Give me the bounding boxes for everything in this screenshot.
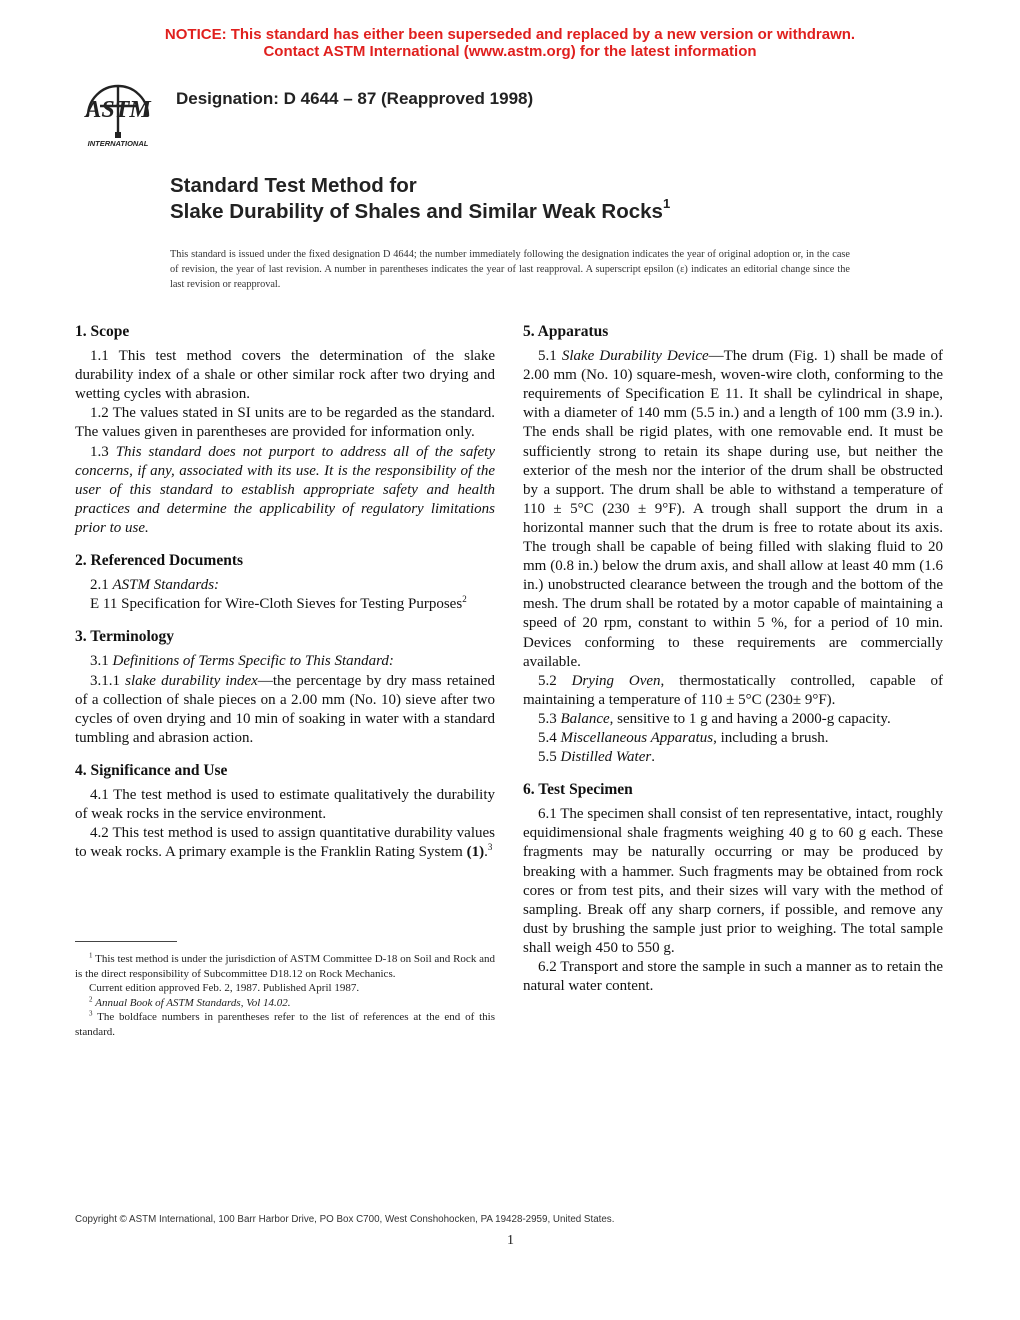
copyright-notice: Copyright © ASTM International, 100 Barr Harbor Drive, PO Box C700, West Conshohocken, PA 19428-2959, United States. <box>75 1214 615 1225</box>
section-heading: 1. Scope <box>75 323 130 340</box>
paragraph-4-1: 4.1 The test method is used to estimate qualitatively the durability of weak rocks in the service environment. <box>75 786 495 823</box>
paragraph-5-2: 5.2 Drying Oven, thermostatically controlled, capable of maintaining a temperature of 110 ± 5°C (230± 9°F). <box>523 672 943 708</box>
section-heading: 4. Significance and Use <box>75 761 228 779</box>
footnote-1: $^1$ This test method is under the jurisdiction of ASTM Committee D-18 on Soil and Rock and is the direct responsibility of Subcommittee D18.12 on Rock Mechanics. <box>75 951 495 980</box>
title-line-1: Standard Test Method for <box>170 174 417 197</box>
intro-paragraph: This standard is issued under the fixed designation D 4644; the number immediately following the designation indicates the year of original adoption or, in the case of revision, the year of last revision. A number in parentheses indicates the year of last reapproval. A superscript epsilon (ε) indicates an editorial change since the last revision or reapproval. <box>170 249 850 290</box>
footnote-ref-3: 3 <box>487 842 493 853</box>
page-number: 1 <box>507 1233 514 1248</box>
section-heading: 2. Referenced Documents <box>75 552 244 570</box>
paragraph-6-2: 6.2 Transport and store the sample in such a manner as to retain the natural water content. <box>523 959 943 995</box>
footnote-rule <box>75 941 177 942</box>
document-title <box>170 173 670 225</box>
section-referenced-documents <box>75 551 495 614</box>
footnote-ref-2: 2 <box>462 594 467 605</box>
section-significance <box>75 761 495 862</box>
withdrawal-notice <box>0 26 1020 60</box>
section-apparatus <box>523 322 943 767</box>
footnotes <box>75 941 495 1040</box>
left-column <box>75 322 495 875</box>
paragraph-1-1: 1.1 This test method covers the determination of the slake durability index of a shale or other similar rock after two drying and wetting cycles with abrasion. <box>75 348 495 403</box>
paragraph-1-2: 1.2 The values stated in SI units are to be regarded as the standard. The values given in parentheses are provided for information only. <box>75 405 495 441</box>
paragraph-5-3: 5.3 Balance, sensitive to 1 g and having a 2000-g capacity. <box>538 710 891 727</box>
logo-text: ASTM <box>85 97 151 123</box>
reference-e11: E 11 Specification for Wire-Cloth Sieves for Testing Purposes$^2$ <box>90 594 467 613</box>
paragraph-5-1: 5.1 Slake Durability Device—The drum (Fig. 1) shall be made of 2.00 mm (No. 10) square-mesh, woven-wire cloth, conforming to the requirements of Specification E 11. It shall be cylindrical in shape, with a diameter of 140 mm (5.5 in.) and a length of 100 mm (3.9 in.). The ends shall be rigid plates, with one removable end. It must be sufficiently strong to retain its shape during use, but neither the exterior of the mesh nor the interior of the drum shall be obstructed by a support. The drum shall be able to withstand a temperature of 110 ± 5°C (230 ± 9°F). A trough shall support the drum in a horizontal manner such that the drum is free to rotate about its axis. The trough shall be capable of being filled with slaking fluid to 20 mm (0.8 in.) below the drum axis, and shall allow at least 40 mm (1.6 in.) unobstructed clearance between the trough and the bottom of the mesh. The drum shall be rotated by a motor capable of maintaining a speed of 20 rpm, constant to within 5 %, for a period of 10 min. Devices conforming to these requirements are commercially available. <box>523 348 943 670</box>
title-line-2: Slake Durability of Shales and Similar Weak Rocks$^1$ <box>170 196 671 223</box>
section-test-specimen <box>523 780 943 996</box>
paragraph-6-1: 6.1 The specimen shall consist of ten representative, intact, roughly equidimensional shale fragments weighing 40 g to 60 g each. These fragments may be naturally occurring or may be produced by breaking with a hammer. Such fragments may be obtained from rock cores or from test pits, and their sizes will vary with the method of sampling. Break off any sharp corners, if possible, and remove any dust by brushing the sample just prior to weighing. The total sample shall weigh 450 to 550 g. <box>523 806 943 956</box>
paragraph-2-1: 2.1 ASTM Standards: <box>90 577 220 594</box>
footnote-3: $^3$ The boldface numbers in parentheses refer to the list of references at the end of this standard. <box>75 1009 495 1038</box>
paragraph-5-5: 5.5 Distilled Water. <box>538 749 655 766</box>
section-heading: 3. Terminology <box>75 628 175 646</box>
designation: Designation: D 4644 – 87 (Reapproved 1998) <box>176 89 534 108</box>
footnote-2: $^2$ Annual Book of ASTM Standards, Vol 14.02. <box>89 995 291 1009</box>
notice-line-2: Contact ASTM International (www.astm.org) for the latest information <box>263 43 757 60</box>
paragraph-3-1-1: 3.1.1 slake durability index—the percentage by dry mass retained of a collection of shale pieces on a 2.00 mm (No. 10) sieve after two cycles of oven drying and 10 min of soaking in water with a standard tumbling and abrasion action. <box>75 672 496 746</box>
title-footnote-ref: 1 <box>662 196 671 212</box>
paragraph-4-2: 4.2 This test method is used to assign quantitative durability values to weak rocks. A primary example is the Franklin Rating System (1).$^3$ <box>75 825 495 861</box>
section-terminology <box>75 627 495 748</box>
right-column <box>523 322 943 1009</box>
logo-subtext: INTERNATIONAL <box>87 139 149 148</box>
paragraph-1-3: 1.3 This standard does not purport to address all of the safety concerns, if any, associated with its use. It is the responsibility of the user of this standard to establish appropriate safety and health practices and determine the applicability of regulatory limitations prior to use. <box>75 443 496 536</box>
section-heading: 6. Test Specimen <box>523 781 633 799</box>
astm-logo <box>74 76 162 150</box>
notice-line-1: NOTICE: This standard has either been superseded and replaced by a new version or withdrawn. <box>164 26 856 43</box>
footnote-1-edition: Current edition approved Feb. 2, 1987. Published April 1987. <box>89 982 360 995</box>
section-scope <box>75 322 495 538</box>
astm-logo-icon <box>74 76 162 150</box>
section-heading: 5. Apparatus <box>523 323 609 340</box>
paragraph-3-1: 3.1 Definitions of Terms Specific to This Standard: <box>90 653 394 670</box>
paragraph-5-4: 5.4 Miscellaneous Apparatus, including a brush. <box>538 729 829 746</box>
